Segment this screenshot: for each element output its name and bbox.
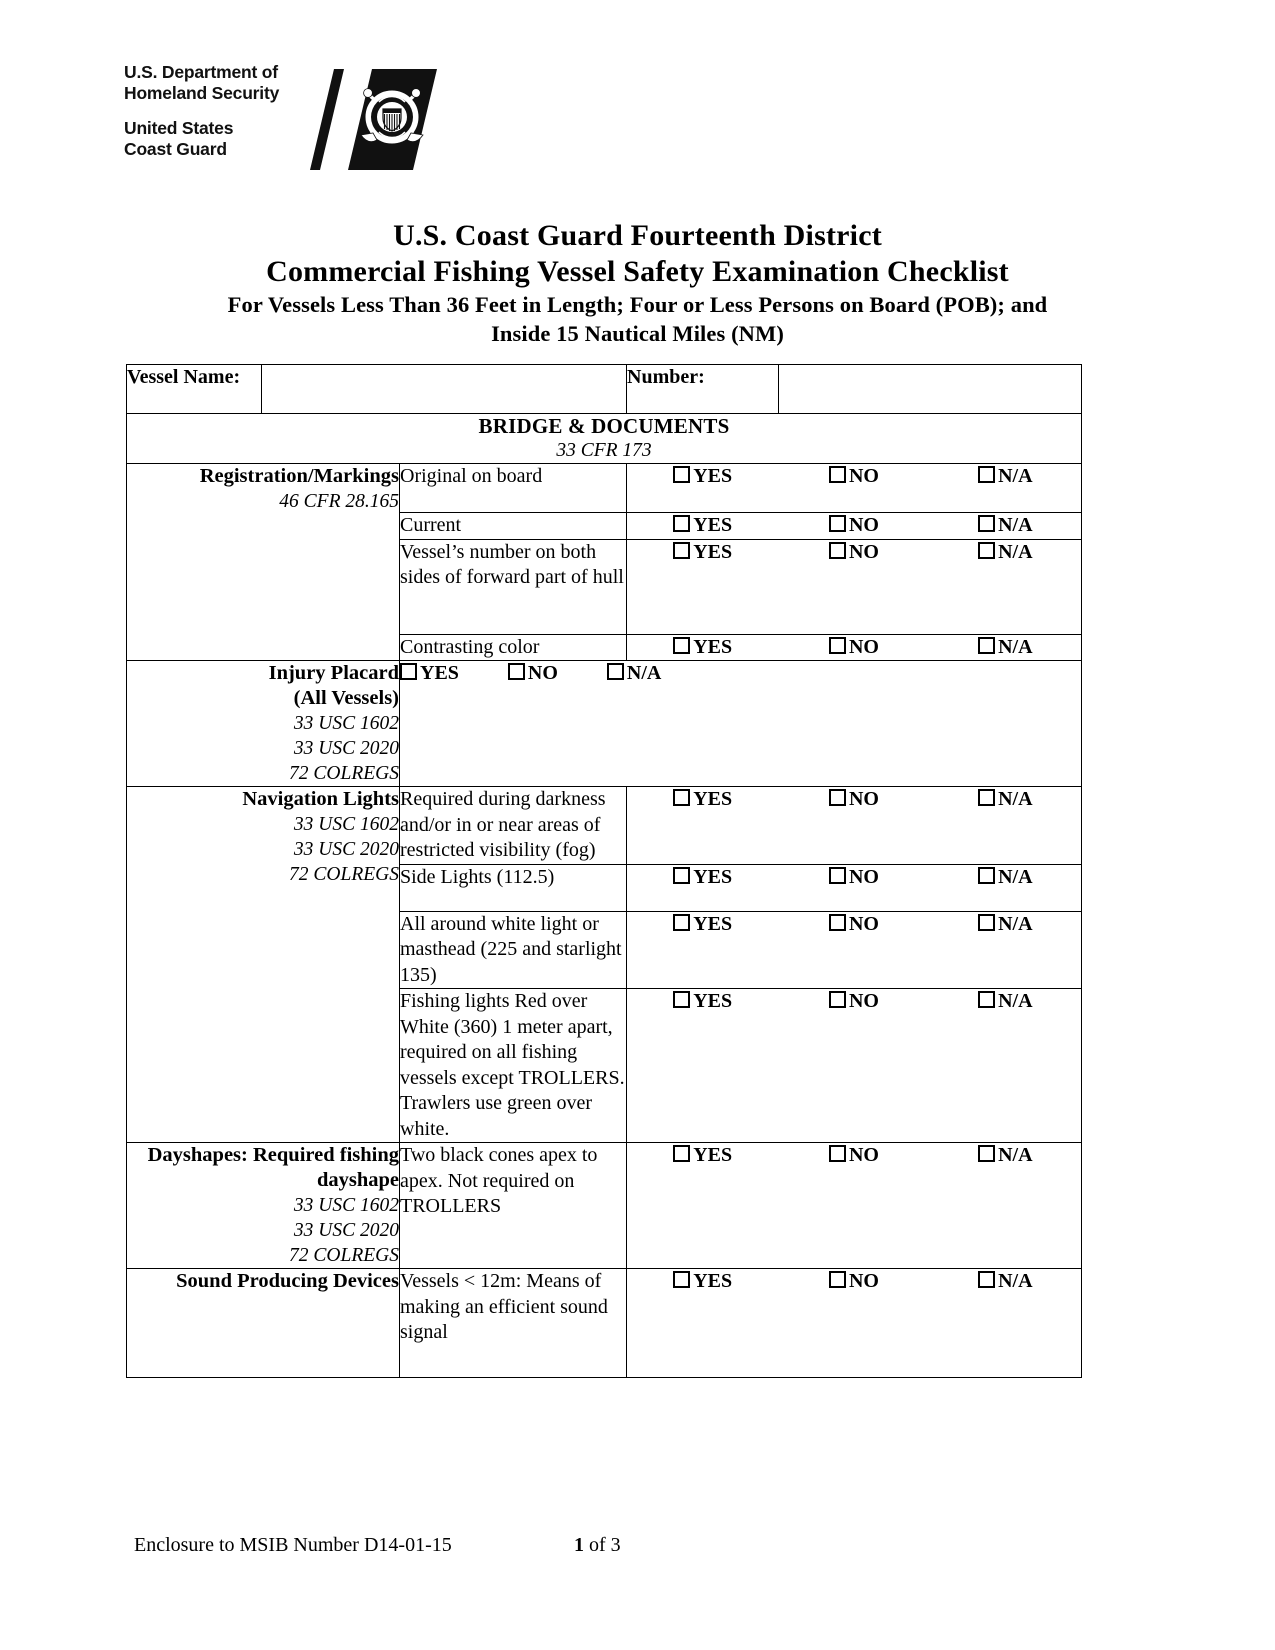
checkbox-label: YES	[693, 788, 733, 810]
checkbox-box-icon[interactable]	[978, 789, 995, 806]
checkbox-label: N/A	[998, 540, 1033, 563]
checkbox-box-icon[interactable]	[508, 663, 525, 680]
agency-line-2: Homeland Security	[124, 83, 280, 103]
category-label: Sound Producing Devices	[176, 1270, 399, 1292]
checkbox-box-icon[interactable]	[829, 789, 846, 806]
category-citation: 72 COLREGS	[289, 1245, 399, 1266]
checklist-table	[126, 364, 1082, 1378]
category-citation: 72 COLREGS	[289, 763, 399, 784]
answer-group	[627, 989, 1082, 1143]
checkbox-box-icon[interactable]	[829, 1145, 846, 1162]
table-row	[127, 1143, 1082, 1269]
title-line-4: Inside 15 Nautical Miles (NM)	[491, 321, 784, 346]
checkbox-yes[interactable]	[627, 464, 778, 489]
checkbox-na[interactable]	[930, 1269, 1081, 1294]
checkbox-label: N/A	[998, 465, 1033, 487]
checkbox-yes[interactable]	[400, 661, 459, 687]
checkbox-label: YES	[693, 540, 733, 563]
answer-group	[627, 464, 1082, 513]
checkbox-yes[interactable]	[627, 787, 778, 812]
checkbox-label: NO	[848, 990, 879, 1012]
checkbox-no[interactable]	[778, 912, 929, 937]
category-citation: 33 USC 1602	[293, 713, 399, 734]
checkbox-yes[interactable]	[627, 912, 778, 937]
checkbox-box-icon[interactable]	[978, 914, 995, 931]
checkbox-box-icon[interactable]	[673, 789, 690, 806]
answer-group	[627, 787, 1082, 865]
checkbox-label: YES	[420, 662, 459, 684]
category-injury-placard	[127, 661, 400, 787]
checkbox-yes[interactable]	[627, 635, 778, 660]
checkbox-box-icon[interactable]	[829, 1271, 846, 1288]
checkbox-na[interactable]	[930, 912, 1081, 937]
title-line-3: For Vessels Less Than 36 Feet in Length; Four or Less Persons on Board (POB); and	[227, 292, 1048, 317]
checkbox-no[interactable]	[508, 661, 558, 687]
checkbox-box-icon[interactable]	[673, 914, 690, 931]
title-line-2: Commercial Fishing Vessel Safety Examination Checklist	[266, 255, 1009, 288]
category-navigation-lights	[127, 787, 400, 1143]
enclosure-reference: Enclosure to MSIB Number D14-01-15	[134, 1534, 452, 1556]
category-label-line-2: dayshape	[316, 1169, 399, 1191]
document-title-block	[120, 218, 1155, 348]
checkbox-yes[interactable]	[627, 540, 778, 565]
category-citation: 46 CFR 28.165	[279, 491, 399, 512]
checkbox-label: N/A	[626, 662, 662, 684]
checkbox-na[interactable]	[930, 513, 1081, 538]
checkbox-box-icon[interactable]	[829, 515, 846, 532]
checkbox-label: N/A	[998, 788, 1033, 810]
category-dayshapes	[127, 1143, 400, 1269]
item-text: Side Lights (112.5)	[400, 864, 627, 911]
checkbox-label: NO	[848, 1270, 879, 1292]
answer-group	[627, 1143, 1082, 1269]
vessel-name-label: Vessel Name:	[127, 365, 262, 414]
checkbox-box-icon[interactable]	[978, 867, 995, 884]
vessel-name-input[interactable]	[262, 365, 627, 414]
checkbox-no[interactable]	[778, 787, 929, 812]
checkbox-yes[interactable]	[627, 1269, 778, 1294]
checkbox-box-icon[interactable]	[673, 991, 690, 1008]
answer-group-inline	[400, 661, 1082, 787]
checkbox-box-icon[interactable]	[673, 867, 690, 884]
page-number-total: of 3	[584, 1534, 621, 1556]
checkbox-label: YES	[693, 1270, 733, 1292]
checkbox-box-icon[interactable]	[673, 637, 690, 654]
checkbox-label: NO	[848, 540, 879, 563]
checkbox-box-icon[interactable]	[829, 466, 846, 483]
checkbox-no[interactable]	[778, 1143, 929, 1168]
item-text: Vessel’s number on both sides of forward part of hull	[400, 539, 627, 634]
answer-group	[627, 513, 1082, 540]
agency-name-block	[124, 62, 314, 160]
checkbox-yes[interactable]	[627, 1143, 778, 1168]
title-line-1: U.S. Coast Guard Fourteenth District	[393, 219, 882, 252]
item-text: All around white light or masthead (225 and starlight 135)	[400, 911, 627, 989]
checkbox-label: N/A	[998, 865, 1033, 888]
checkbox-label: N/A	[998, 990, 1033, 1012]
checkbox-box-icon[interactable]	[978, 637, 995, 654]
checkbox-label: NO	[848, 912, 879, 935]
checkbox-box-icon[interactable]	[673, 542, 690, 559]
checkbox-label: N/A	[998, 912, 1033, 935]
checkbox-label: YES	[693, 514, 733, 536]
checkbox-na[interactable]	[930, 540, 1081, 565]
table-row	[127, 1269, 1082, 1378]
checkbox-na[interactable]	[607, 661, 661, 687]
checkbox-yes[interactable]	[627, 989, 778, 1014]
category-sound-producing-devices	[127, 1269, 400, 1378]
item-text: Two black cones apex to apex. Not required on TROLLERS	[400, 1143, 627, 1269]
checkbox-label: YES	[693, 990, 733, 1012]
checkbox-label: YES	[693, 912, 733, 935]
agency-line-1: U.S. Department of	[124, 62, 278, 82]
category-label: Navigation Lights	[242, 788, 399, 810]
checkbox-no[interactable]	[778, 540, 929, 565]
checkbox-no[interactable]	[778, 989, 929, 1014]
checkbox-label: NO	[848, 788, 879, 810]
checkbox-label: N/A	[998, 635, 1033, 658]
checkbox-box-icon[interactable]	[673, 515, 690, 532]
checkbox-na[interactable]	[930, 635, 1081, 660]
checkbox-label: N/A	[998, 1270, 1033, 1292]
checkbox-box-icon[interactable]	[829, 914, 846, 931]
checkbox-na[interactable]	[930, 989, 1081, 1014]
checkbox-box-icon[interactable]	[829, 867, 846, 884]
checkbox-label: YES	[693, 865, 733, 888]
checkbox-label: YES	[693, 635, 733, 658]
vessel-number-label: Number:	[627, 365, 779, 414]
checkbox-label: YES	[693, 465, 733, 487]
section-heading: BRIDGE & DOCUMENTS	[478, 414, 730, 438]
checkbox-box-icon[interactable]	[978, 1145, 995, 1162]
checkbox-box-icon[interactable]	[978, 466, 995, 483]
checkbox-label: N/A	[998, 514, 1033, 536]
checkbox-box-icon[interactable]	[829, 542, 846, 559]
checkbox-box-icon[interactable]	[673, 1271, 690, 1288]
category-citation: 72 COLREGS	[289, 864, 399, 885]
category-label-line-1: Injury Placard	[268, 662, 399, 684]
category-registration-markings	[127, 464, 400, 661]
answer-group	[627, 539, 1082, 634]
section-header-cell	[127, 414, 1082, 464]
checkbox-box-icon[interactable]	[978, 542, 995, 559]
agency-line-3: United States	[124, 118, 234, 138]
checkbox-box-icon[interactable]	[673, 1145, 690, 1162]
checkbox-no[interactable]	[778, 464, 929, 489]
checkbox-box-icon[interactable]	[978, 515, 995, 532]
checkbox-label: NO	[848, 1144, 879, 1166]
checkbox-box-icon[interactable]	[978, 1271, 995, 1288]
checkbox-label: YES	[693, 1144, 733, 1166]
section-citation: 33 CFR 173	[556, 440, 652, 461]
agency-header	[124, 62, 444, 177]
item-text: Original on board	[400, 464, 627, 513]
checkbox-box-icon[interactable]	[400, 663, 417, 680]
category-citation: 33 USC 2020	[293, 1220, 399, 1241]
page-number-current: 1	[574, 1534, 584, 1556]
checkbox-na[interactable]	[930, 1143, 1081, 1168]
checkbox-box-icon[interactable]	[607, 663, 624, 680]
vessel-number-input[interactable]	[779, 365, 1082, 414]
coast-guard-logo-icon	[304, 67, 439, 172]
item-text: Vessels < 12m: Means of making an efficient sound signal	[400, 1269, 627, 1378]
checkbox-box-icon[interactable]	[829, 991, 846, 1008]
answer-group	[627, 864, 1082, 911]
item-text: Current	[400, 513, 627, 540]
category-citation: 33 USC 1602	[293, 1195, 399, 1216]
item-text: Contrasting color	[400, 634, 627, 661]
checkbox-no[interactable]	[778, 513, 929, 538]
checkbox-na[interactable]	[930, 865, 1081, 890]
checkbox-label: NO	[848, 514, 879, 536]
answer-group	[627, 1269, 1082, 1378]
table-row	[127, 661, 1082, 787]
checkbox-yes[interactable]	[627, 865, 778, 890]
section-header-row	[127, 414, 1082, 464]
table-row	[127, 787, 1082, 865]
category-label-line-1: Dayshapes: Required fishing	[147, 1144, 399, 1166]
category-citation: 33 USC 2020	[293, 839, 399, 860]
checkbox-box-icon[interactable]	[673, 466, 690, 483]
checkbox-box-icon[interactable]	[829, 637, 846, 654]
checkbox-no[interactable]	[778, 635, 929, 660]
category-label: Registration/Markings	[199, 465, 399, 487]
item-text: Required during darkness and/or in or near areas of restricted visibility (fog)	[400, 787, 627, 865]
checkbox-no[interactable]	[778, 865, 929, 890]
category-citation: 33 USC 2020	[293, 738, 399, 759]
checkbox-na[interactable]	[930, 464, 1081, 489]
table-row	[127, 464, 1082, 513]
checkbox-label: N/A	[998, 1144, 1033, 1166]
checkbox-box-icon[interactable]	[978, 991, 995, 1008]
checkbox-no[interactable]	[778, 1269, 929, 1294]
vessel-identification-row	[127, 365, 1082, 414]
agency-line-4: Coast Guard	[124, 139, 227, 159]
answer-group	[627, 634, 1082, 661]
checkbox-na[interactable]	[930, 787, 1081, 812]
category-label-line-2: (All Vessels)	[293, 687, 399, 709]
checkbox-label: NO	[848, 635, 879, 658]
category-citation: 33 USC 1602	[293, 814, 399, 835]
checkbox-label: NO	[527, 662, 558, 684]
item-text: Fishing lights Red over White (360) 1 meter apart, required on all fishing vessels except TROLLERS. Trawlers use green over white.	[400, 989, 627, 1143]
checklist-table-wrap	[126, 364, 1081, 1378]
answer-group	[627, 911, 1082, 989]
page-number	[574, 1532, 621, 1558]
checkbox-label: NO	[848, 465, 879, 487]
checkbox-yes[interactable]	[627, 513, 778, 538]
checkbox-label: NO	[848, 865, 879, 888]
